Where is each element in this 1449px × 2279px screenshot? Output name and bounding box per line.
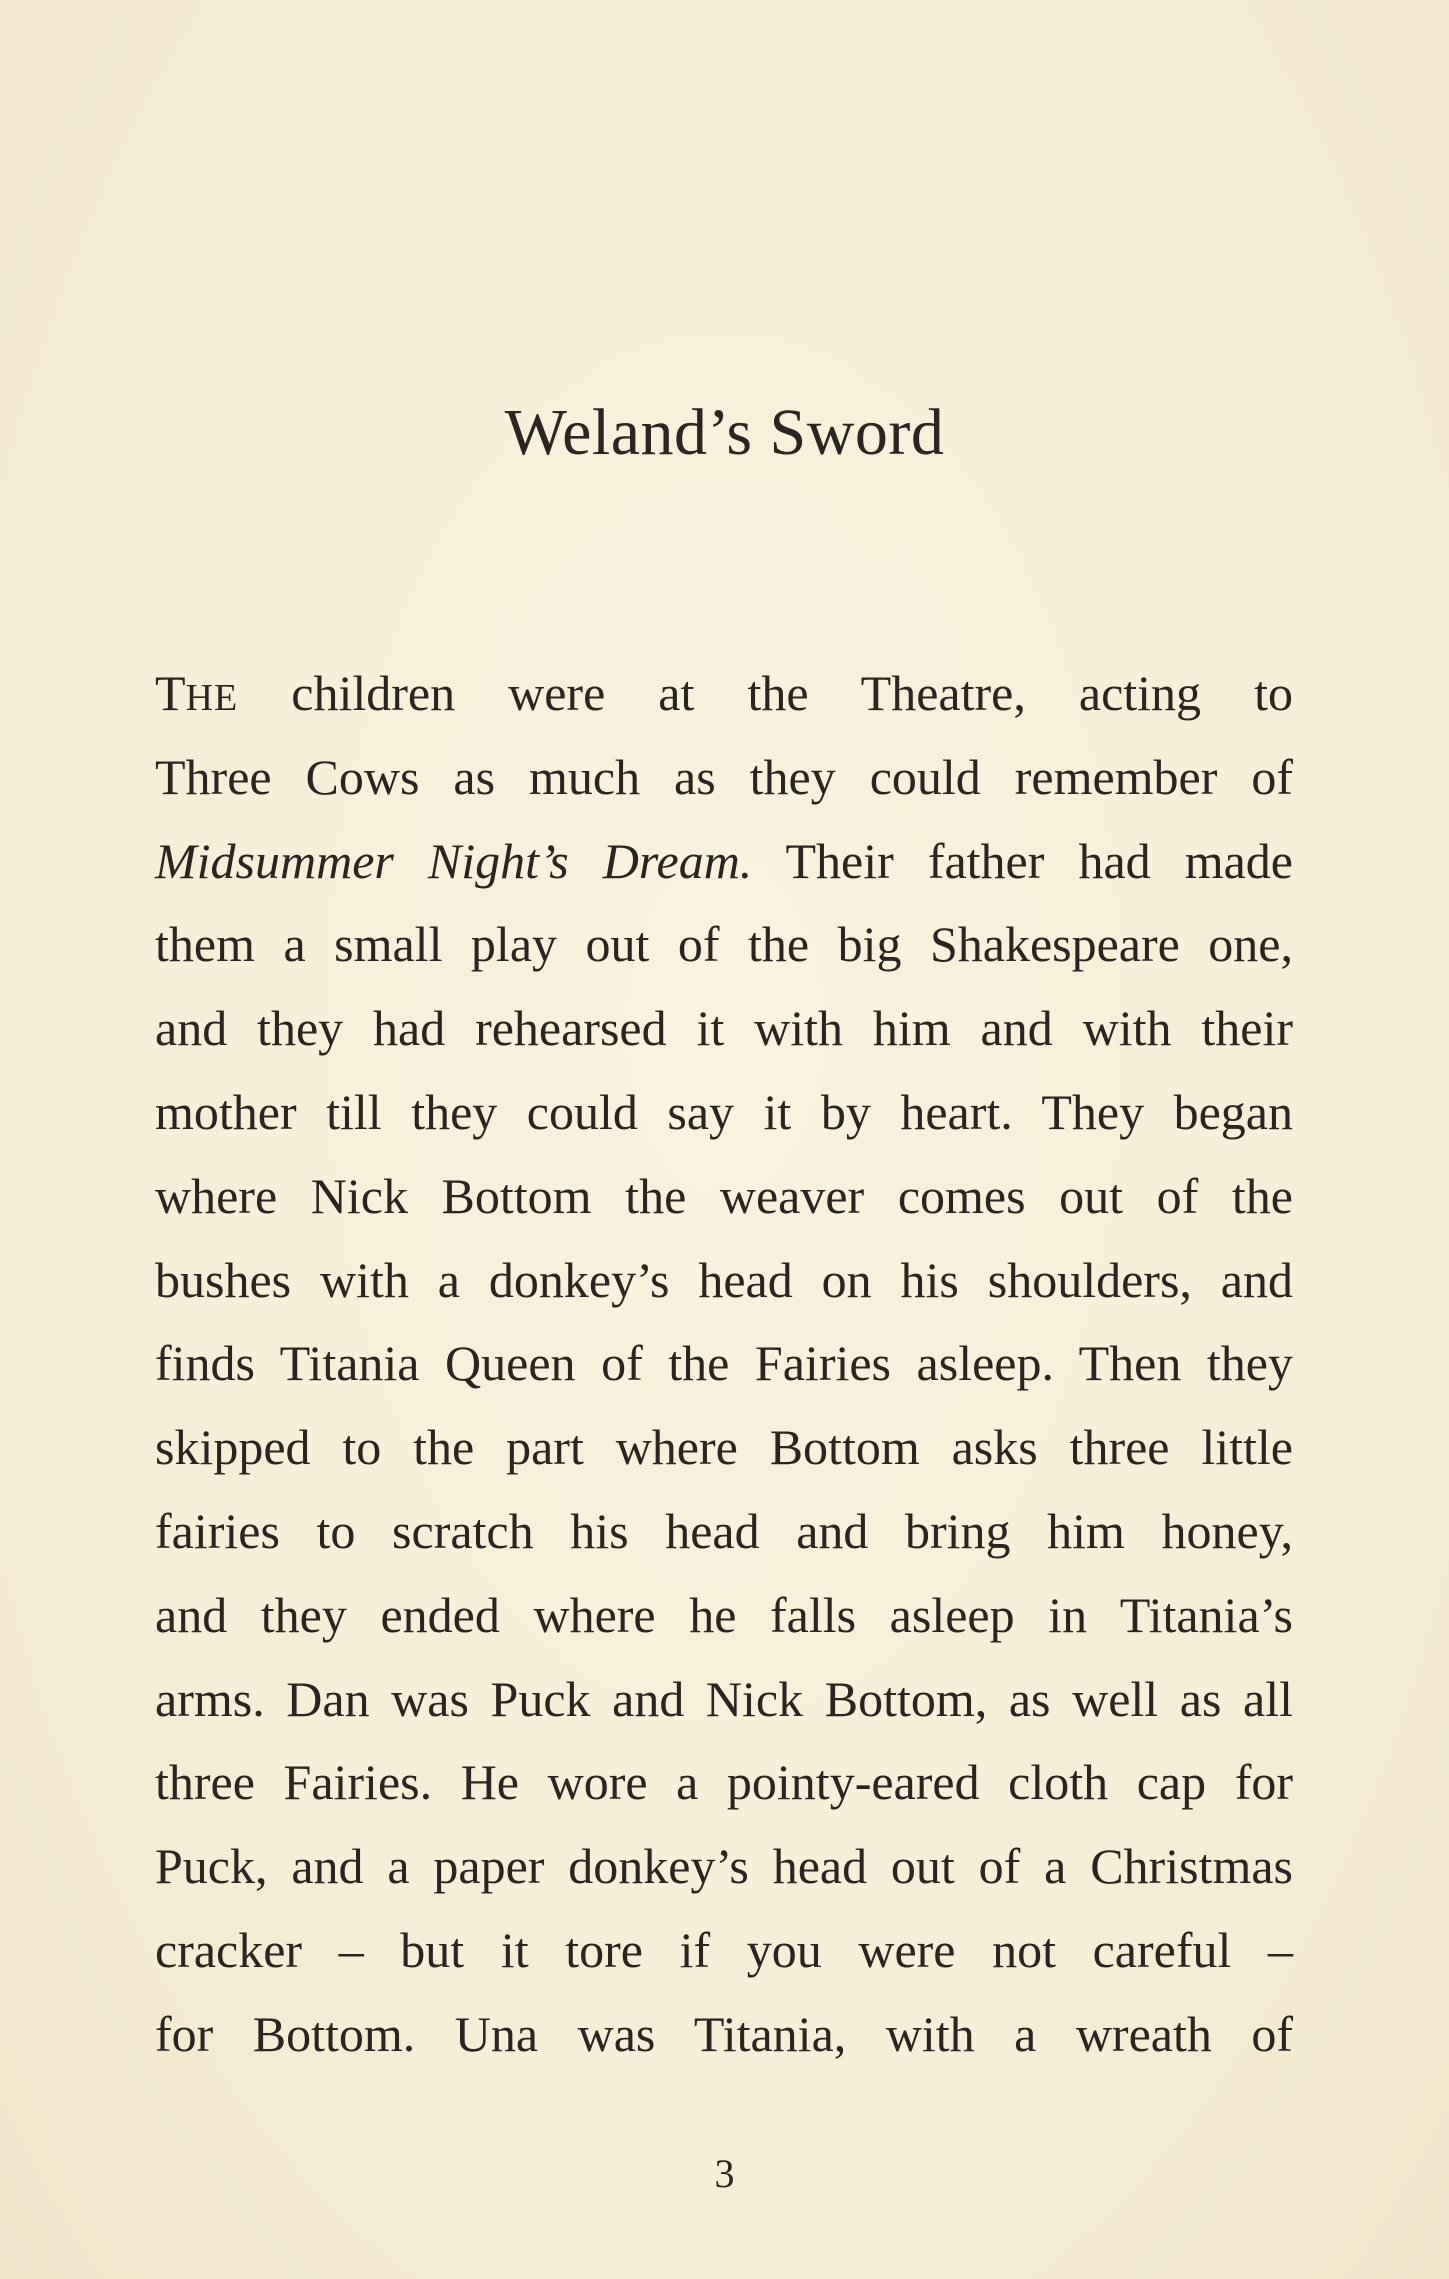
text-line-1 bbox=[155, 652, 1293, 736]
text-line-2: Three Cows as much as they could remember of bbox=[155, 748, 1293, 805]
text-line: mother till they could say it by heart. They began bbox=[155, 1083, 1293, 1140]
play-title-italic: Midsummer Night’s Dream. bbox=[155, 832, 753, 889]
text-line: and they ended where he falls asleep in Titania’s bbox=[155, 1586, 1293, 1643]
body-text bbox=[155, 652, 1293, 2077]
text-line: three Fairies. He wore a pointy-eared cloth cap for bbox=[155, 1754, 1293, 1811]
page-number: 3 bbox=[714, 2151, 735, 2196]
text-line: and they had rehearsed it with him and with their bbox=[155, 1000, 1293, 1057]
chapter-title: Weland’s Sword bbox=[504, 396, 945, 469]
text-line: fairies to scratch his head and bring him honey, bbox=[155, 1502, 1293, 1559]
text-line: skipped to the part where Bottom asks three little bbox=[155, 1419, 1293, 1476]
small-caps-word: HE bbox=[185, 677, 239, 719]
text-line: bushes with a donkey’s head on his shoulders, and bbox=[155, 1251, 1293, 1308]
text-line: for Bottom. Una was Titania, with a wreath of bbox=[155, 2005, 1293, 2062]
text-line: finds Titania Queen of the Fairies asleep. Then they bbox=[155, 1335, 1293, 1392]
text-line: where Nick Bottom the weaver comes out of the bbox=[155, 1167, 1293, 1224]
line-text: Their father had made bbox=[752, 832, 1293, 889]
text-line: them a small play out of the big Shakespeare one, bbox=[155, 916, 1293, 973]
text-line-3 bbox=[155, 820, 1293, 904]
line-text: children were at the Theatre, acting to bbox=[238, 665, 1293, 721]
text-line: Puck, and a paper donkey’s head out of a Christmas bbox=[155, 1838, 1293, 1895]
text-line: arms. Dan was Puck and Nick Bottom, as well as all bbox=[155, 1670, 1293, 1727]
drop-initial: T bbox=[155, 665, 186, 721]
text-line: cracker – but it tore if you were not careful – bbox=[155, 1921, 1293, 1978]
